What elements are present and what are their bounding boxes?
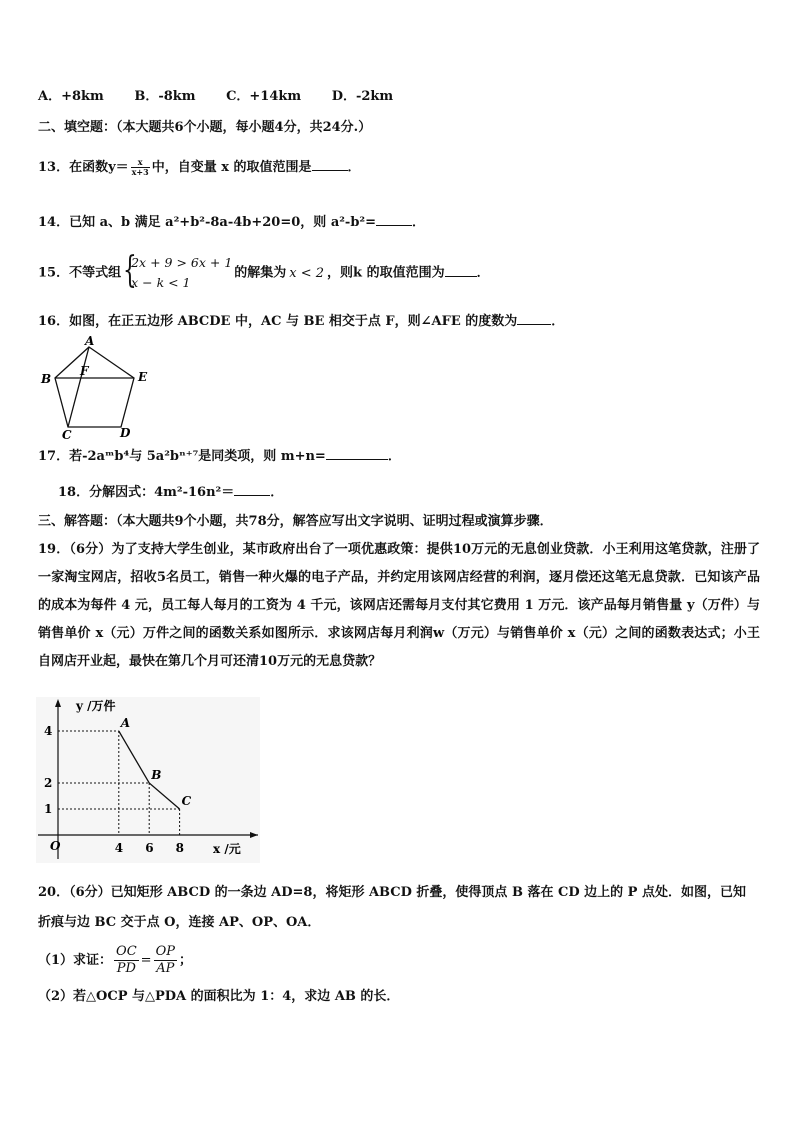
question-19: 19．（6分）为了支持大学生创业，某市政府出台了一项优惠政策：提供10万元的无息创业贷款．小王利用这笔贷款，注册了一家淘宝网店，招收5名员工，销售一种火爆的电子产品，并约定用该网店经营的利润，逐月偿还这笔无息贷款．已知该产品的成本为每件 4 元，员工每人每月的工资为 4 千元，该网店还需每月支付其它费用 1 万元．该产品每月销售量 y（万件）与销售单价 x（元）万件之间的函数关系如图所示．求该网店每月利润w（万元）与销售单价 x（元）之间的函数表达式；小王自网店开业起，最快在第几个月可还清10万元的无息贷款？ <box>38 542 760 669</box>
label-e: E <box>138 370 148 384</box>
q14-text: 14．已知 a、b 满足 a²+b²-8a-4b+20=0，则 a²-b²= <box>38 215 377 230</box>
y-tick-label: 4 <box>44 724 53 738</box>
question-13 <box>38 158 361 177</box>
q16-text: 16．如图，在正五边形 ABCDE 中，AC 与 BE 相交于点 F，则∠AFE 的度数为 <box>38 314 518 329</box>
label-c: C <box>62 428 72 442</box>
y-tick-label: 1 <box>44 802 53 816</box>
equals-sign: = <box>140 953 152 968</box>
frac-num: OP <box>155 944 175 959</box>
q13-prefix: 13．在函数y＝ <box>38 160 129 175</box>
frac-den: AP <box>156 961 175 976</box>
label-b: B <box>41 372 52 386</box>
x-axis-label: x /元 <box>213 842 241 856</box>
q15-condition: x < 2 <box>289 265 325 281</box>
option-b: B．-8km <box>134 89 196 104</box>
option-c: C．+14km <box>226 89 302 104</box>
option-a: A．+8km <box>38 89 104 104</box>
answer-blank <box>445 264 477 277</box>
q16-end: ． <box>551 314 565 329</box>
q13-fraction <box>131 158 150 177</box>
question-16 <box>38 312 564 331</box>
fraction-oc-pd <box>114 944 139 977</box>
q18-text: 18．分解因式：4m²-16n²＝ <box>58 485 235 500</box>
q15-inequality-system <box>123 250 233 293</box>
answer-blank <box>326 447 388 460</box>
q15-end: ． <box>476 265 490 281</box>
y-axis-label: y /万件 <box>76 699 116 713</box>
question-14 <box>38 213 425 232</box>
question-15 <box>38 250 490 294</box>
q15-mid: 的解集为 <box>234 265 287 281</box>
question-17 <box>38 447 401 466</box>
label-d: D <box>120 426 131 440</box>
answer-blank <box>234 483 270 496</box>
x-tick-label: 4 <box>114 841 124 855</box>
q13-frac-num: x <box>131 158 150 168</box>
brace-icon: { <box>123 250 137 291</box>
part1-prefix: （1）求证： <box>38 953 113 968</box>
q15-suffix: ，则k 的取值范围为 <box>327 265 445 281</box>
point-label-b: B <box>151 768 162 782</box>
question-20-line-1: 20．（6分）已知矩形 ABCD 的一条边 AD=8，将矩形 ABCD 折叠，使得顶点 B 落在 CD 边上的 P 点处．如图，已知 <box>38 885 746 900</box>
pentagon-figure <box>36 333 156 443</box>
sales-chart <box>36 697 260 863</box>
q15-row-2: x − k < 1 <box>131 275 191 290</box>
q13-suffix: 中，自变量 x 的取值范围是 <box>151 160 312 175</box>
q14-end: ． <box>412 215 426 230</box>
q12-options <box>38 88 419 106</box>
q13-frac-den: x+3 <box>131 167 149 177</box>
part1-end: ； <box>178 953 192 968</box>
y-tick-label: 2 <box>44 776 53 790</box>
question-20-part-1 <box>38 944 192 978</box>
question-20-part-2: （2）若△OCP 与△PDA 的面积比为 1：4，求边 AB 的长． <box>38 989 400 1004</box>
answer-blank <box>517 312 551 325</box>
question-18 <box>58 483 283 502</box>
frac-num: OC <box>116 944 137 959</box>
frac-den: PD <box>116 961 136 976</box>
point-label-c: C <box>181 794 192 808</box>
q15-prefix: 15．不等式组 <box>38 265 122 281</box>
pentagon-shape <box>55 347 134 427</box>
x-tick-label: 6 <box>145 841 154 855</box>
q18-end: ． <box>270 485 284 500</box>
q13-end: ． <box>347 160 361 175</box>
answer-blank <box>376 213 412 226</box>
q17-text: 17．若-2aᵐb⁴与 5a²bⁿ⁺⁷是同类项，则 m+n= <box>38 449 326 464</box>
q15-row-1: 2x + 9 > 6x + 1 <box>131 255 233 270</box>
answer-blank <box>312 158 348 171</box>
diagonal-ac <box>68 347 89 427</box>
label-a: A <box>85 334 95 348</box>
q17-end: ． <box>387 449 401 464</box>
x-tick-label: 8 <box>175 841 184 855</box>
label-f: F <box>80 364 89 378</box>
option-d: D．-2km <box>331 89 394 104</box>
question-20-line-2: 折痕与边 BC 交于点 O，连接 AP、OP、OA． <box>38 915 321 930</box>
section3-header: 三、解答题：（本大题共9个小题，共78分，解答应写出文字说明、证明过程或演算步骤． <box>38 514 553 529</box>
fraction-op-ap <box>154 944 177 977</box>
origin-label: O <box>50 839 61 853</box>
section2-header: 二、填空题：（本大题共6个小题，每小题4分，共24分.） <box>38 120 372 135</box>
point-label-a: A <box>120 716 131 730</box>
